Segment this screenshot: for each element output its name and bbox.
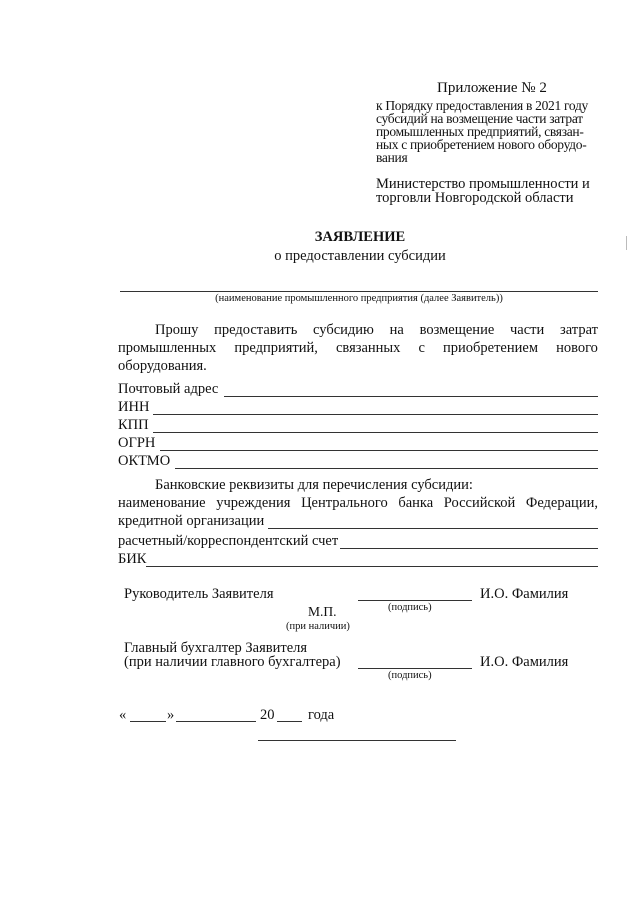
word: Центрального	[301, 495, 388, 511]
appendix-ref-line: вания	[376, 150, 408, 165]
word: с	[418, 340, 425, 356]
word: субсидию	[313, 322, 374, 338]
ogrn-field[interactable]	[160, 450, 598, 451]
postal-address-label: Почтовый адрес	[118, 381, 219, 397]
date-year-suffix: года	[308, 707, 335, 723]
head-name: И.О. Фамилия	[480, 586, 569, 602]
date-year-field[interactable]	[277, 721, 302, 722]
word: Федерации,	[525, 495, 598, 511]
appendix-ref-line: к Порядку предоставления в 2021 году	[376, 98, 589, 113]
stamp-note: (при наличии)	[286, 621, 350, 632]
word: предприятий,	[234, 340, 318, 356]
kpp-field[interactable]	[153, 432, 598, 433]
appendix-ref-line: субсидий на возмещение части затрат	[376, 111, 583, 126]
request-line-2	[118, 340, 598, 357]
applicant-caption: (наименование промышленного предприятия (далее Заявитель))	[215, 293, 503, 304]
document-title: ЗАЯВЛЕНИЕ	[314, 229, 406, 245]
head-label: Руководитель Заявителя	[124, 586, 274, 602]
date-day-field[interactable]	[130, 721, 166, 722]
credit-org-label: кредитной организации	[118, 513, 265, 529]
bank-heading: Банковские реквизиты для перечисления субсидии:	[155, 477, 473, 493]
head-signature-caption: (подпись)	[388, 602, 432, 613]
account-field[interactable]	[340, 548, 598, 549]
bik-label: БИК	[118, 551, 147, 567]
accountant-name: И.О. Фамилия	[480, 654, 569, 670]
ogrn-label: ОГРН	[118, 435, 156, 451]
bik-field[interactable]	[146, 566, 598, 567]
accountant-label: Главный бухгалтер Заявителя	[124, 640, 308, 656]
word: приобретением	[443, 340, 539, 356]
stamp-label: М.П.	[308, 604, 337, 619]
accountant-label-note: (при наличии главного бухгалтера)	[124, 654, 341, 670]
postal-address-field[interactable]	[224, 396, 598, 397]
word: части	[510, 322, 545, 338]
inn-field[interactable]	[153, 414, 598, 415]
word: промышленных	[118, 340, 217, 356]
bank-name-line	[118, 495, 598, 512]
word: связанных	[335, 340, 401, 356]
footer-divider	[258, 740, 456, 741]
word: предоставить	[214, 322, 298, 338]
word: учреждения	[216, 495, 291, 511]
word: Прошу	[155, 322, 199, 338]
word: Российской	[443, 495, 516, 511]
account-label: расчетный/корреспондентский счет	[118, 533, 339, 549]
appendix-ref-line: промышленных предприятий, связан-	[376, 124, 584, 139]
inn-label: ИНН	[118, 399, 150, 415]
oktmo-label: ОКТМО	[118, 453, 171, 469]
word: на	[389, 322, 404, 338]
date-open-quote: «	[119, 707, 127, 723]
scan-edge-mark	[626, 236, 627, 250]
addressee-line: торговли Новгородской области	[376, 190, 574, 206]
appendix-title: Приложение № 2	[437, 80, 547, 96]
appendix-ref-line: ных с приобретением нового оборудо-	[376, 137, 587, 152]
date-year-prefix: 20	[260, 707, 275, 723]
accountant-signature-line[interactable]	[358, 668, 472, 669]
word: возмещение	[419, 322, 495, 338]
word: затрат	[560, 322, 598, 338]
word: наименование	[118, 495, 206, 511]
date-close-quote: »	[167, 707, 175, 723]
oktmo-field[interactable]	[175, 468, 598, 469]
credit-org-field[interactable]	[268, 528, 598, 529]
word: банка	[398, 495, 434, 511]
request-line-1	[155, 322, 598, 339]
kpp-label: КПП	[118, 417, 149, 433]
accountant-signature-caption: (подпись)	[388, 670, 432, 681]
applicant-name-line[interactable]	[120, 291, 598, 292]
document-subtitle: о предоставлении субсидии	[274, 248, 446, 264]
head-signature-line[interactable]	[358, 600, 472, 601]
date-month-field[interactable]	[176, 721, 256, 722]
word: нового	[556, 340, 598, 356]
addressee-line: Министерство промышленности и	[376, 176, 590, 192]
request-line-3: оборудования.	[118, 358, 207, 374]
